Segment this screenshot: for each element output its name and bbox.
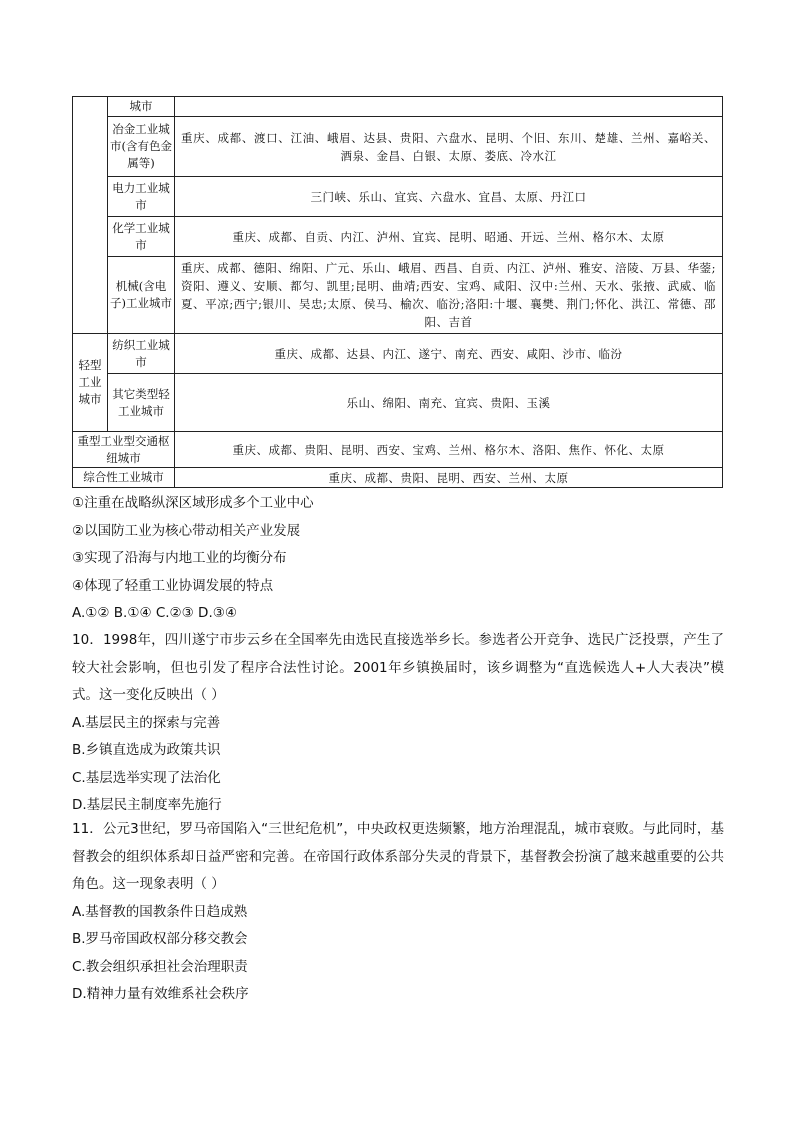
question-11 xyxy=(72,816,724,1009)
table-row xyxy=(73,177,723,217)
category-cities: 重庆、成都、达县、内江、遂宁、南充、西安、咸阳、沙市、临汾 xyxy=(175,334,723,374)
category-cities: 重庆、成都、贵阳、昆明、西安、兰州、太原 xyxy=(175,468,723,488)
option-b: B.罗马帝国政权部分移交教会 xyxy=(72,931,248,947)
question-stem: 11．公元3世纪，罗马帝国陷入“三世纪危机”，中央政权更迭频繁，地方治理混乱，城市衰败。与此同时，基督教会的组织体系却日益严密和完善。在帝国行政体系部分失灵的背景下，基督教会扮演了越来越重要的公共角色。这一现象表明（ ） xyxy=(72,821,724,892)
option-d: D.基层民主制度率先施行 xyxy=(72,797,222,813)
category-name: 机械(含电子)工业城市 xyxy=(108,257,175,334)
option-a: A.基层民主的探索与完善 xyxy=(72,714,221,731)
category-cities xyxy=(175,97,723,117)
q9-options xyxy=(72,490,732,628)
statement-1: ①注重在战略纵深区域形成多个工业中心 xyxy=(72,495,314,511)
table-row xyxy=(73,468,723,488)
category-name: 其它类型轻工业城市 xyxy=(108,374,175,432)
category-cities: 乐山、绵阳、南充、宜宾、贵阳、玉溪 xyxy=(175,374,723,432)
table-row xyxy=(73,97,723,117)
table-row xyxy=(73,117,723,177)
question-10 xyxy=(72,627,724,820)
light-group-cell: 轻型工业城市 xyxy=(73,334,108,432)
category-name: 冶金工业城市(含有色金属等) xyxy=(108,117,175,177)
option-c: C.基层选举实现了法治化 xyxy=(72,769,221,786)
table-row xyxy=(73,374,723,432)
category-name: 化学工业城市 xyxy=(108,217,175,257)
category-name: 电力工业城市 xyxy=(108,177,175,217)
heavy-group-cell xyxy=(73,97,108,334)
option-b: B.乡镇直选成为政策共识 xyxy=(72,742,221,758)
industrial-cities-table xyxy=(72,96,723,488)
statement-4: ④体现了轻重工业协调发展的特点 xyxy=(72,577,274,594)
table-row xyxy=(73,334,723,374)
category-cities: 重庆、成都、贵阳、昆明、西安、宝鸡、兰州、格尔木、洛阳、焦作、怀化、太原 xyxy=(175,432,723,468)
statement-3: ③实现了沿海与内地工业的均衡分布 xyxy=(72,550,287,566)
option-c: C.教会组织承担社会治理职责 xyxy=(72,958,248,975)
answer-choices: A.①② B.①④ C.②③ D.③④ xyxy=(72,605,237,621)
option-a: A.基督教的国教条件日趋成熟 xyxy=(72,903,248,920)
question-stem: 10．1998年，四川遂宁市步云乡在全国率先由选民直接选举乡长。参选者公开竞争、选民广泛投票，产生了较大社会影响，但也引发了程序合法性讨论。2001年乡镇换届时，该乡调整为“直选候选人+人大表决”模式。这一变化反映出（ ） xyxy=(72,632,724,703)
category-name: 城市 xyxy=(108,97,175,117)
table-row xyxy=(73,257,723,334)
category-cities: 重庆、成都、渡口、江油、峨眉、达县、贵阳、六盘水、昆明、个旧、东川、楚雄、兰州、嘉峪关、酒泉、金昌、白银、太原、娄底、冷水江 xyxy=(175,117,723,177)
table-row xyxy=(73,217,723,257)
table-row xyxy=(73,432,723,468)
category-name: 纺织工业城市 xyxy=(108,334,175,374)
category-name: 重型工业型交通枢纽城市 xyxy=(73,432,175,468)
category-cities: 三门峡、乐山、宜宾、六盘水、宜昌、太原、丹江口 xyxy=(175,177,723,217)
category-cities: 重庆、成都、自贡、内江、泸州、宜宾、昆明、昭通、开远、兰州、格尔木、太原 xyxy=(175,217,723,257)
statement-2: ②以国防工业为核心带动相关产业发展 xyxy=(72,522,301,539)
category-cities: 重庆、成都、德阳、绵阳、广元、乐山、峨眉、西昌、自贡、内江、泸州、雅安、涪陵、万县、华蓥;资阳、遵义、安顺、都匀、凯里;昆明、曲靖;西安、宝鸡、咸阳、汉中:兰州、天水、张掖、武威、临夏、平凉;西宁;银川、吴忠;太原、侯马、榆次、临汾;洛阳:十堰、襄樊、荆门;怀化、洪江、常德、邵阳、吉首 xyxy=(175,257,723,334)
option-d: D.精神力量有效维系社会秩序 xyxy=(72,986,249,1002)
category-name: 综合性工业城市 xyxy=(73,468,175,488)
